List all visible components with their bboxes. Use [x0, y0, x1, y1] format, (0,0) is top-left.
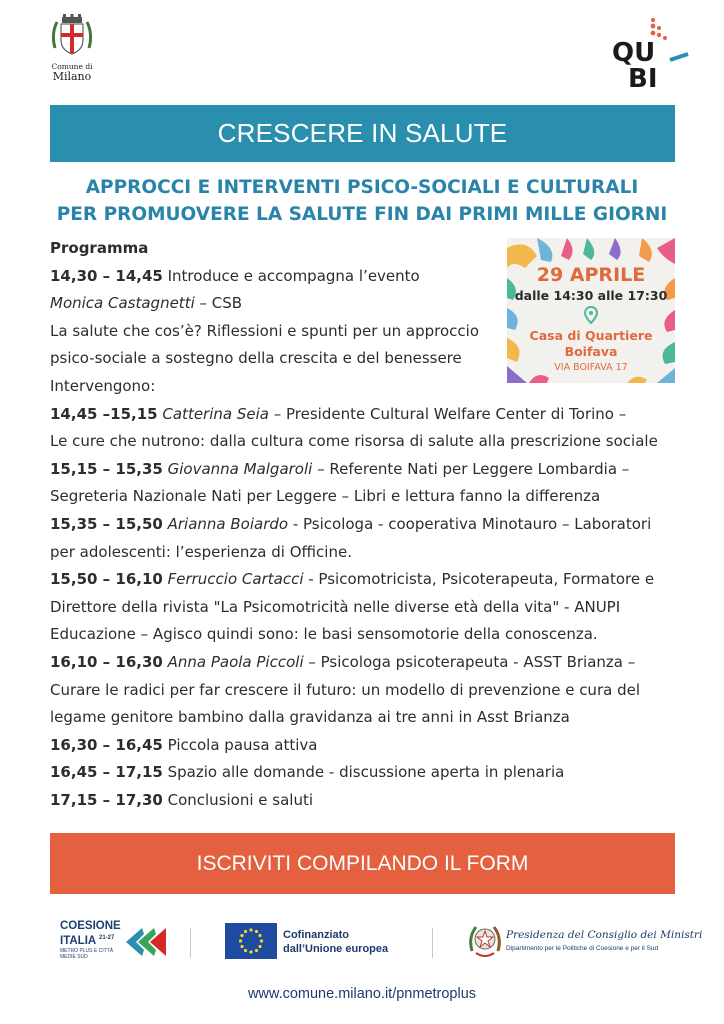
program-line [50, 401, 690, 429]
program-line [50, 566, 690, 594]
program-line [50, 732, 690, 760]
program-line [50, 677, 690, 705]
event-place-line1: Casa di Quartiere [529, 328, 653, 343]
footer-divider [190, 928, 191, 958]
program-text: – Psicologa psicoterapeuta - ASST Brianza – [303, 652, 636, 671]
program-line [50, 263, 690, 291]
program-text: - Psicologa - cooperativa Minotauro – Laboratori [288, 514, 652, 533]
footer-divider [432, 928, 433, 958]
program-list [50, 263, 690, 815]
program-time: 15,15 – 15,35 [50, 459, 163, 478]
event-date: 29 APRILE [536, 264, 646, 286]
program-line [50, 318, 690, 346]
program-line [50, 621, 690, 649]
program-line [50, 704, 690, 732]
program-text: Segreteria Nazionale Nati per Leggere – Libri e lettura fanno la differenza [50, 487, 601, 506]
program-time: 16,10 – 16,30 [50, 652, 163, 671]
event-time: dalle 14:30 alle 17:30 [514, 288, 668, 303]
website-link[interactable]: www.comune.milano.it/pnmetroplus [247, 986, 477, 1002]
milano-crest-icon [49, 14, 95, 60]
program-time: 16,30 – 16,45 [50, 735, 163, 754]
title-banner: CRESCERE IN SALUTE [50, 105, 675, 162]
program-line [50, 428, 690, 456]
program-time: 15,35 – 15,50 [50, 514, 163, 533]
qubi-logo [608, 14, 692, 94]
subtitle-line1: APPROCCI E INTERVENTI PSICO-SOCIALI E CULTURALI [85, 177, 639, 198]
qubi-logo-bottom: BI [628, 64, 658, 94]
milano-logo-line1: Comune di [51, 62, 93, 71]
program-line [50, 373, 690, 401]
program-text: La salute che cos’è? Riflessioni e spunti per un approccio [50, 321, 479, 340]
program-text: – CSB [194, 294, 243, 313]
eu-line1: Cofinanziato [283, 929, 349, 941]
program-speaker: Ferruccio Cartacci [162, 570, 304, 589]
program-text: Introduce e accompagna l’evento [162, 266, 420, 285]
qubi-logo-top: QU [612, 38, 656, 68]
eu-flag-icon [225, 923, 277, 959]
program-text: Educazione – Agisco quindi sono: le basi sensomotorie della conoscenza. [50, 625, 598, 644]
coesione-line1: COESIONE [60, 920, 121, 932]
program-speaker: Arianna Boiardo [162, 514, 289, 533]
coesione-small: METRO PLUS E CITTÀ MEDIE SUD [60, 948, 114, 960]
program-text: Conclusioni e saluti [162, 790, 314, 809]
italian-republic-emblem-icon [468, 921, 502, 959]
program-speaker: Giovanna Malgaroli [162, 459, 313, 478]
program-time: 15,50 – 16,10 [50, 570, 163, 589]
program-line [50, 290, 690, 318]
comune-di-milano-logo [44, 14, 100, 83]
coesione-line2: ITALIA $^{21-27}$ [60, 934, 115, 947]
program-time: 17,15 – 17,30 [50, 790, 163, 809]
program-line [50, 539, 690, 567]
program-line [50, 594, 690, 622]
program-text: Spazio alle domande - discussione aperta in plenaria [162, 763, 565, 782]
program-text: Piccola pausa attiva [162, 735, 318, 754]
subtitle [40, 174, 684, 228]
program-text: - Psicomotricista, Psicoterapeuta, Formatore e [303, 570, 655, 589]
program-text: Le cure che nutrono: dalla cultura come risorsa di salute alla prescrizione sociale [50, 432, 658, 451]
event-address: VIA BOIFAVA 17 [554, 362, 628, 373]
program-speaker: Monica Castagnetti [50, 294, 195, 313]
footer-logos [50, 918, 703, 968]
program-time: 14,30 – 14,45 [50, 266, 163, 285]
program-speaker: Catterina Seia [157, 404, 269, 423]
program-line [50, 787, 690, 815]
program-text: psico-sociale a sostegno della crescita e del benessere [50, 349, 462, 368]
program-text: Intervengono: [50, 376, 156, 395]
program-line [50, 649, 690, 677]
coesione-italia-logo [60, 920, 180, 964]
gov-line1: Presidenza del Consiglio dei Ministri [506, 929, 703, 941]
program-heading: Programma [50, 239, 149, 257]
program-line [50, 759, 690, 787]
event-place-line2: Boifava [564, 344, 618, 359]
program-text: – Referente Nati per Leggere Lombardia – [312, 459, 630, 478]
program-text: per adolescenti: l’esperienza di Officine. [50, 542, 352, 561]
program-time: 16,45 – 17,15 [50, 763, 163, 782]
program-text: – Presidente Cultural Welfare Center di Torino – [268, 404, 627, 423]
program-time: 14,45 –15,15 [50, 404, 158, 423]
program-section [50, 235, 690, 814]
coesione-arrows-icon [122, 924, 168, 960]
program-speaker: Anna Paola Piccoli [162, 652, 304, 671]
gov-line2: Dipartimento per le Politiche di Coesione e per il Sud [506, 945, 659, 952]
program-line [50, 345, 690, 373]
program-text: Direttore della rivista "La Psicomotricità nelle diverse età della vita" - ANUPI [50, 597, 621, 616]
program-text: legame genitore bambino dalla gravidanza ai tre anni in Asst Brianza [50, 708, 570, 727]
milano-logo-line2: Milano [52, 70, 92, 83]
program-line [50, 483, 690, 511]
register-form-button[interactable]: ISCRIVITI COMPILANDO IL FORM [50, 833, 675, 894]
program-line [50, 511, 690, 539]
eu-line2: dall’Unione europea [283, 943, 389, 955]
subtitle-line2: PER PROMUOVERE LA SALUTE FIN DAI PRIMI MILLE GIORNI [56, 204, 668, 225]
program-line [50, 456, 690, 484]
program-text: Curare le radici per far crescere il futuro: un modello di prevenzione e cura del [50, 680, 640, 699]
